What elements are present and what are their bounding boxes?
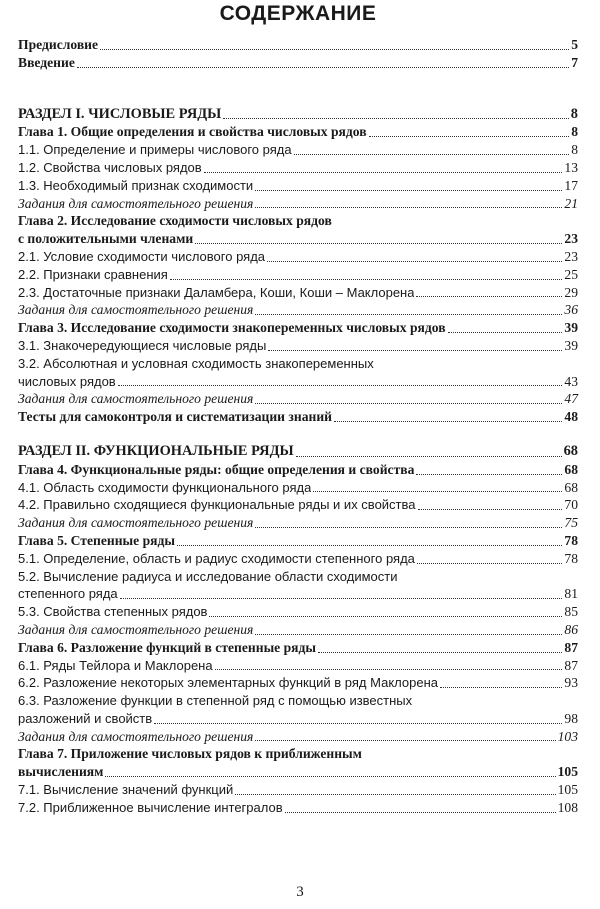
toc-entry[interactable]: [18, 373, 578, 391]
toc-entry-page: 8: [571, 124, 578, 140]
dot-leader: [209, 616, 562, 617]
toc-entry-title: с положительными членами: [18, 231, 194, 247]
toc-entry-title: Глава 3. Исследование сходимости знакопеременных числовых рядов: [18, 320, 446, 336]
toc-entry-page: 68: [564, 461, 578, 477]
dot-leader: [195, 243, 562, 244]
toc-entry[interactable]: [18, 36, 578, 54]
toc-entry-page: 98: [564, 710, 578, 726]
toc-entry-title: Задания для самостоятельного решения: [18, 302, 254, 318]
toc-entry-line: Глава 2. Исследование сходимости числовых рядов: [18, 213, 332, 229]
toc-entry-page: 39: [564, 337, 578, 353]
toc-entry-title: 7.2. Приближенное вычисление интегралов: [18, 799, 283, 815]
dot-leader: [255, 314, 562, 315]
dot-leader: [120, 598, 563, 599]
toc-entry-page: 43: [564, 373, 578, 389]
toc-entry[interactable]: [18, 603, 578, 621]
toc-entry-title: РАЗДЕЛ I. ЧИСЛОВЫЕ РЯДЫ: [18, 105, 222, 122]
toc-entry[interactable]: [18, 461, 578, 479]
toc-spacer: [18, 89, 578, 106]
dot-leader: [215, 669, 563, 670]
toc-entry-title: 4.1. Область сходимости функционального ряда: [18, 479, 312, 495]
dot-leader: [204, 172, 563, 173]
toc-entry-page: 21: [564, 195, 578, 211]
toc-entry-title: Задания для самостоятельного решения: [18, 621, 254, 637]
toc-entry-title: Задания для самостоятельного решения: [18, 515, 254, 531]
toc-entry-title: Тесты для самоконтроля и систематизации знаний: [18, 409, 332, 425]
dot-leader: [285, 812, 556, 813]
toc-entry[interactable]: [18, 799, 578, 817]
toc-entry-page: 5: [571, 37, 578, 52]
toc-entry-page: 108: [557, 799, 578, 815]
toc-entry-page: 103: [557, 728, 578, 744]
toc-entry[interactable]: [18, 657, 578, 675]
dot-leader: [105, 776, 555, 777]
toc-entry-title: числовых рядов: [18, 373, 116, 389]
toc-entry[interactable]: [18, 319, 578, 337]
toc-entry-page: 105: [557, 782, 578, 798]
toc-spacer: [18, 426, 578, 443]
toc-entry-page: 13: [564, 159, 578, 175]
toc-entry-page: 8: [571, 142, 578, 158]
toc-entry[interactable]: [18, 54, 578, 72]
toc-entry[interactable]: [18, 781, 578, 799]
toc-entry[interactable]: [18, 301, 578, 319]
toc-entry[interactable]: [18, 230, 578, 248]
dot-leader: [255, 190, 562, 191]
toc-entry-title: 6.1. Ряды Тейлора и Маклорена: [18, 657, 213, 673]
dot-leader: [223, 118, 569, 119]
toc-entry-page: 75: [564, 515, 578, 531]
toc-entry[interactable]: [18, 443, 578, 461]
toc-entry-page: 48: [564, 409, 578, 425]
toc-entry-line: 3.2. Абсолютная и условная сходимость знакопеременных: [18, 355, 374, 371]
dot-leader: [255, 207, 562, 208]
toc-entry[interactable]: [18, 550, 578, 568]
dot-leader: [255, 634, 562, 635]
dot-leader: [118, 385, 563, 386]
toc-entry-line: 6.3. Разложение функции в степенной ряд с помощью известных: [18, 693, 413, 709]
toc-entry[interactable]: [18, 728, 578, 746]
dot-leader: [448, 332, 563, 333]
toc-entry[interactable]: [18, 159, 578, 177]
toc-entry[interactable]: [18, 195, 578, 213]
dot-leader: [416, 474, 562, 475]
toc-entry[interactable]: [18, 621, 578, 639]
dot-leader: [417, 563, 563, 564]
toc-entry-page: 39: [564, 320, 578, 336]
dot-leader: [294, 154, 570, 155]
toc-entry-title: Глава 1. Общие определения и свойства числовых рядов: [18, 124, 367, 140]
toc-entry-title: разложений и свойств: [18, 710, 153, 726]
toc-entry-title: РАЗДЕЛ II. ФУНКЦИОНАЛЬНЫЕ РЯДЫ: [18, 442, 294, 459]
toc-entry-title: Глава 4. Функциональные ряды: общие определения и свойства: [18, 461, 415, 477]
dot-leader: [296, 456, 562, 457]
dot-leader: [418, 509, 563, 510]
toc-entry[interactable]: [18, 532, 578, 550]
toc-entry-page: 8: [570, 105, 578, 122]
dot-leader: [318, 652, 562, 653]
dot-leader: [334, 421, 562, 422]
toc-entry-page: 85: [564, 604, 578, 620]
toc-entry-page: 78: [564, 532, 578, 548]
toc-entry-title: 7.1. Вычисление значений функций: [18, 782, 234, 798]
toc-entry-title: Задания для самостоятельного решения: [18, 391, 254, 407]
toc-entry-title: 1.3. Необходимый признак сходимости: [18, 177, 254, 193]
toc-entry-page: 105: [557, 764, 578, 780]
toc-entry[interactable]: [18, 585, 578, 603]
dot-leader: [255, 527, 562, 528]
toc-entry-page: 36: [564, 302, 578, 318]
page-title: СОДЕРЖАНИЕ: [219, 2, 377, 25]
toc-entry-title: степенного ряда: [18, 586, 118, 602]
toc-entry-title: 2.1. Условие сходимости числового ряда: [18, 248, 266, 264]
dot-leader: [170, 279, 563, 280]
toc-entry[interactable]: [18, 141, 578, 159]
dot-leader: [77, 67, 569, 68]
toc-entry[interactable]: [18, 639, 578, 657]
toc-entry-page: 70: [564, 497, 578, 513]
toc-entry-page: 87: [564, 657, 578, 673]
toc-entry[interactable]: [18, 266, 578, 284]
toc-entry-title: 1.1. Определение и примеры числового ряда: [18, 142, 292, 158]
toc-entry[interactable]: [18, 514, 578, 532]
toc-entry[interactable]: [18, 710, 578, 728]
toc-entry-page: 86: [564, 621, 578, 637]
dot-leader: [416, 296, 562, 297]
page-number: 3: [296, 884, 304, 900]
toc-entry-title: Предисловие: [18, 37, 99, 52]
toc-entry-title: 4.2. Правильно сходящиеся функциональные ряды и их свойства: [18, 497, 416, 513]
toc-entry-title: 1.2. Свойства числовых рядов: [18, 159, 202, 175]
dot-leader: [369, 136, 570, 137]
dot-leader: [267, 261, 562, 262]
dot-leader: [154, 723, 562, 724]
toc-entry-page: 23: [564, 248, 578, 264]
toc-entry-title: вычислениям: [18, 764, 104, 780]
toc-entry-page: 29: [564, 284, 578, 300]
toc-entry[interactable]: [18, 408, 578, 426]
toc-entry-line: 5.2. Вычисление радиуса и исследование области сходимости: [18, 568, 398, 584]
toc-entry-page: 23: [564, 231, 578, 247]
toc-entry-page: 81: [564, 586, 578, 602]
toc-entry[interactable]: [18, 248, 578, 266]
toc-entry-title: Задания для самостоятельного решения: [18, 728, 254, 744]
toc-entry[interactable]: [18, 496, 578, 514]
toc-entry-title: Глава 6. Разложение функций в степенные ряды: [18, 639, 317, 655]
toc-entry[interactable]: [18, 123, 578, 141]
toc-entry-page: 17: [564, 177, 578, 193]
toc-entry-page: 25: [564, 266, 578, 282]
toc-entry[interactable]: [18, 674, 578, 692]
toc-entry-page: 68: [564, 479, 578, 495]
toc-entry-page: 78: [564, 550, 578, 566]
dot-leader: [313, 491, 562, 492]
toc-entry-title: 3.1. Знакочередующиеся числовые ряды: [18, 337, 267, 353]
dot-leader: [440, 687, 562, 688]
toc-entry-page: 68: [563, 442, 578, 459]
dot-leader: [255, 403, 562, 404]
toc-entry-title: 6.2. Разложение некоторых элементарных функций в ряд Маклорена: [18, 675, 438, 691]
dot-leader: [268, 350, 562, 351]
toc-entry-title: 5.3. Свойства степенных рядов: [18, 604, 208, 620]
toc-entry-title: Задания для самостоятельного решения: [18, 195, 254, 211]
toc-entry-title: 2.3. Достаточные признаки Даламбера, Коши, Коши – Маклорена: [18, 284, 415, 300]
toc-entry-title: 2.2. Признаки сравнения: [18, 266, 168, 282]
toc-entry-title: Глава 5. Степенные ряды: [18, 532, 175, 548]
toc-entry-line: Глава 7. Приложение числовых рядов к приближенным: [18, 746, 362, 762]
toc-entry-page: 87: [564, 639, 578, 655]
toc-entry-title: Введение: [18, 54, 75, 70]
toc-entry-title: 5.1. Определение, область и радиус сходимости степенного ряда: [18, 550, 415, 566]
toc-spacer: [18, 72, 578, 89]
toc-entry[interactable]: [18, 177, 578, 195]
table-of-contents: [18, 36, 578, 817]
toc-entry[interactable]: [18, 479, 578, 497]
dot-leader: [255, 740, 555, 741]
dot-leader: [235, 794, 555, 795]
toc-entry-page: 47: [564, 391, 578, 407]
dot-leader: [100, 49, 569, 50]
dot-leader: [177, 545, 562, 546]
toc-entry[interactable]: [18, 763, 578, 781]
toc-entry[interactable]: [18, 106, 578, 124]
toc-entry[interactable]: [18, 284, 578, 302]
toc-entry-page: 93: [564, 675, 578, 691]
toc-entry[interactable]: [18, 337, 578, 355]
toc-entry-page: 7: [571, 54, 578, 70]
toc-entry[interactable]: [18, 390, 578, 408]
